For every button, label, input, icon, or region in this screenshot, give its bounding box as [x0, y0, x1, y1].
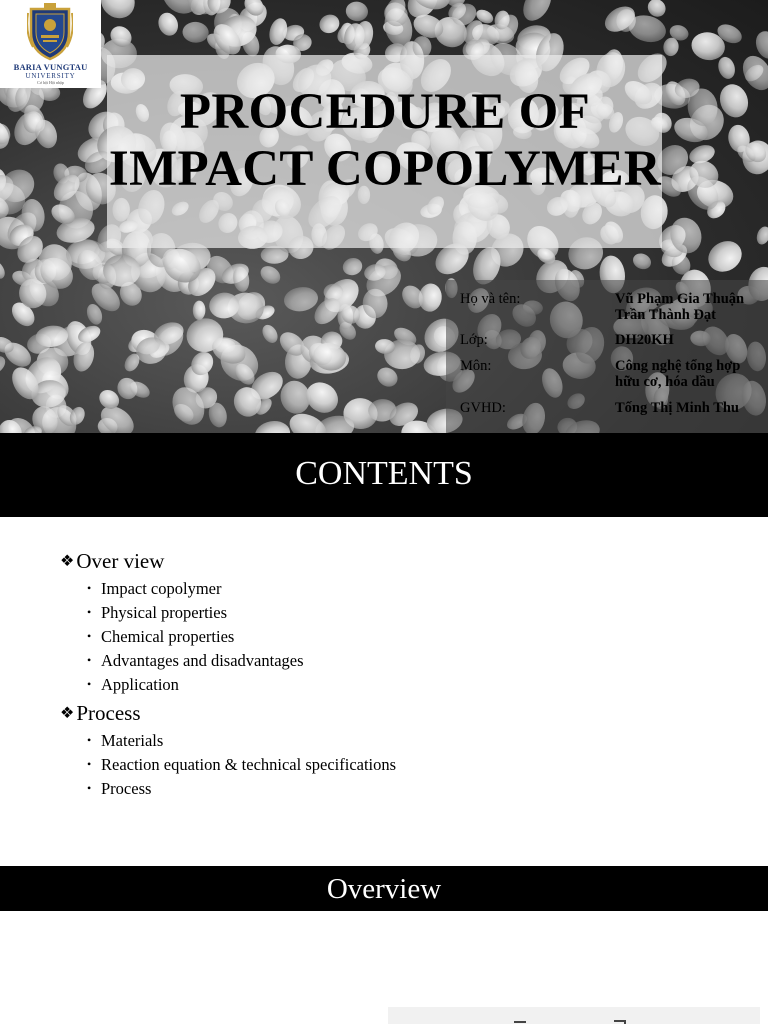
pellet — [257, 262, 283, 287]
info-key-subject: Môn: — [460, 358, 492, 374]
bullet-icon: • — [87, 629, 92, 643]
diamond-bullet-icon: ❖ — [60, 705, 75, 722]
pellet — [300, 376, 344, 419]
list-item-text: Application — [101, 675, 179, 694]
pellet — [703, 235, 748, 278]
pellet — [259, 322, 280, 346]
logo-name: BARIA VUNGTAU — [13, 62, 88, 72]
info-value-name: Vũ Phạm Gia Thuận Trần Thành Đạt — [615, 291, 745, 323]
list-item-text: Materials — [101, 731, 164, 750]
pellet — [253, 418, 292, 433]
title-line-1: PROCEDURE OF — [179, 84, 591, 140]
pellet — [193, 300, 206, 320]
section-label: Over view — [76, 549, 165, 573]
list-item-text: Advantages and disadvantages — [101, 651, 304, 670]
pellet — [282, 285, 319, 314]
pellet — [103, 255, 140, 287]
figure-mark — [624, 1020, 626, 1024]
list-item — [87, 651, 304, 671]
info-value-class: DH20KH — [615, 332, 674, 348]
bullet-icon: • — [87, 733, 92, 747]
bullet-icon: • — [87, 653, 92, 667]
pellet — [716, 55, 738, 81]
logo-subtitle: UNIVERSITY — [25, 72, 76, 80]
bullet-icon: • — [87, 781, 92, 795]
crest-icon — [27, 3, 73, 61]
pellet — [341, 256, 365, 278]
title-line-2: IMPACT COPOLYMER — [108, 141, 662, 197]
section-process — [60, 701, 141, 726]
bullet-icon: • — [87, 677, 92, 691]
bullet-icon: • — [87, 605, 92, 619]
bullet-icon: • — [87, 581, 92, 595]
info-value-supervisor: Tống Thị Minh Thu — [615, 400, 739, 416]
pellet — [518, 0, 557, 26]
presentation-title — [60, 84, 710, 198]
list-item — [87, 627, 234, 647]
list-item — [87, 579, 222, 599]
info-value-subject: Công nghệ tổng hợp hữu cơ, hóa dầu — [615, 358, 741, 390]
info-key-class: Lớp: — [460, 332, 488, 348]
section-label: Process — [76, 701, 141, 725]
list-item-text: Impact copolymer — [101, 579, 222, 598]
figure-mark — [514, 1021, 526, 1023]
list-item-text: Process — [101, 779, 152, 798]
info-key-supervisor: GVHD: — [460, 400, 506, 416]
list-item — [87, 675, 179, 695]
overview-figure — [388, 1007, 760, 1024]
section-overview — [60, 549, 164, 574]
list-item — [87, 779, 151, 799]
pellet — [94, 0, 142, 25]
info-key-name: Họ và tên: — [460, 291, 521, 307]
contents-heading: CONTENTS — [0, 433, 768, 517]
pellet — [755, 225, 768, 247]
diamond-bullet-icon: ❖ — [60, 553, 75, 570]
pellet — [182, 21, 209, 43]
university-logo — [0, 0, 101, 88]
overview-heading: Overview — [0, 866, 768, 911]
list-item-text: Reaction equation & technical specifications — [101, 755, 397, 774]
pellet — [345, 0, 370, 22]
list-item-text: Physical properties — [101, 603, 228, 622]
list-item-text: Chemical properties — [101, 627, 235, 646]
pellet — [630, 251, 653, 272]
pellet — [155, 10, 181, 39]
bullet-icon: • — [87, 757, 92, 771]
list-item — [87, 731, 163, 751]
list-item — [87, 755, 396, 775]
pellet — [267, 16, 290, 47]
title-slide — [0, 0, 768, 433]
list-item — [87, 603, 227, 623]
pellet — [0, 258, 8, 282]
logo-motto: Cơ hội Hội nhập — [37, 80, 64, 85]
